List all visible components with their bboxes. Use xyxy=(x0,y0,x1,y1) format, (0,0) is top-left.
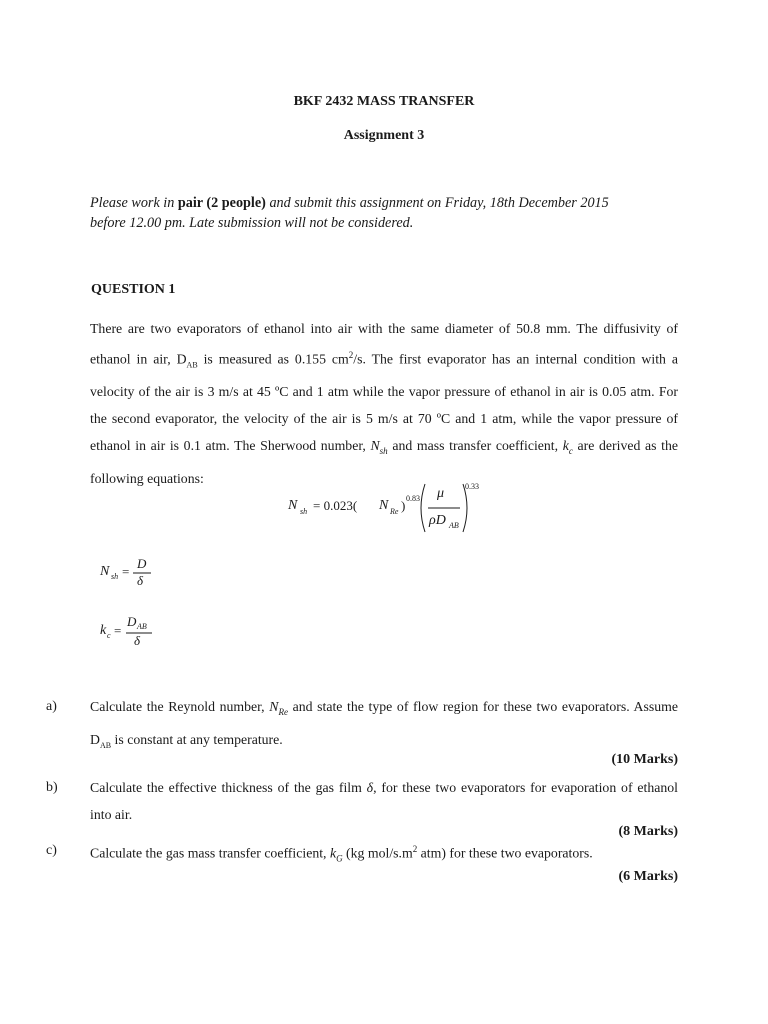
eq-coefficient: = 0.023( xyxy=(313,498,358,513)
superscript: 2 xyxy=(412,844,418,854)
eq-variable: k xyxy=(100,623,107,638)
eq-numerator: D xyxy=(137,556,147,571)
item-letter: b) xyxy=(46,780,58,795)
item-text: and state the type of flow region for these two evaporators. Assume D xyxy=(90,699,678,747)
marks-label: (8 Marks) xyxy=(618,824,678,839)
eq-equals: = xyxy=(122,564,130,579)
sub-question-b xyxy=(90,774,678,828)
subscript: G xyxy=(336,853,343,864)
item-letter: c) xyxy=(46,843,57,858)
eq-subscript: sh xyxy=(111,572,119,581)
item-text: is constant at any temperature. xyxy=(111,731,283,747)
variable: k xyxy=(562,438,569,454)
sherwood-equation xyxy=(285,480,505,540)
eq-subscript: AB xyxy=(137,622,147,631)
instruction-text: before 12.00 pm. Late submission will not be considered. xyxy=(90,215,414,231)
eq-subscript: sh xyxy=(300,507,308,516)
item-text: Calculate the effective thickness of the gas film xyxy=(90,780,367,795)
eq-exponent: 0.33 xyxy=(465,482,479,491)
marks-label: (10 Marks) xyxy=(611,752,678,767)
subscript: c xyxy=(568,446,573,457)
paragraph-text: is measured as 0.155 cm xyxy=(197,351,349,367)
variable: δ xyxy=(366,780,374,795)
item-text: Calculate the gas mass transfer coefficient, xyxy=(90,845,330,861)
document-title: BKF 2432 MASS TRANSFER xyxy=(293,94,475,109)
eq-subscript: Re xyxy=(390,507,399,516)
eq-denominator: δ xyxy=(134,633,141,648)
paragraph-text: There are two evaporators of ethanol into air with the same diameter of 50.8 mm. The diffusivity of ethanol in air, D xyxy=(90,321,678,367)
item-text: (kg mol/s.m xyxy=(342,845,413,861)
paragraph-text: and mass transfer coefficient, xyxy=(387,438,563,454)
instruction-emphasis: pair (2 people) xyxy=(177,195,266,211)
eq-numerator: μ xyxy=(437,486,445,501)
submission-instruction xyxy=(90,193,678,233)
nsh-equation xyxy=(100,556,170,590)
sub-question-a xyxy=(90,693,678,759)
item-letter: a) xyxy=(46,699,57,714)
eq-equals: = xyxy=(114,623,122,638)
paragraph-text: are derived as the following equations: xyxy=(90,438,678,487)
item-text: atm) for these two evaporators. xyxy=(417,845,593,861)
paragraph-text: /s. The first evaporator has an internal condition with a velocity of the air is 3 m/s at 45 ºC and 1 atm while the vapor pressure of ethanol in air is 0.05 atm. For the second evaporator, the velocity of the air is 5 m/s at 70 ºC and 1 atm, while the vapor pressure of ethanol in air is 0.1 atm. The Sherwood number, xyxy=(90,351,678,454)
eq-denominator: ρD xyxy=(429,513,446,528)
eq-subscript: AB xyxy=(449,521,459,530)
subscript: AB xyxy=(99,740,112,750)
instruction-text: and submit this assignment on Friday, 18th December 2015 xyxy=(265,195,609,211)
variable: N xyxy=(370,438,380,454)
item-text: , for these two evaporators for evaporation of ethanol into air. xyxy=(90,780,678,822)
eq-variable: N xyxy=(379,498,389,513)
item-text: Calculate the Reynold number, xyxy=(90,699,270,714)
kc-equation xyxy=(100,614,170,650)
question-paragraph xyxy=(90,315,678,492)
variable: k xyxy=(329,845,337,861)
eq-variable: N xyxy=(288,498,298,513)
eq-subscript: c xyxy=(107,631,111,640)
instruction-text: Please work in xyxy=(90,195,178,211)
marks-label: (6 Marks) xyxy=(618,869,678,884)
superscript: 2 xyxy=(348,350,354,360)
eq-variable: N xyxy=(100,564,110,579)
eq-exponent: 0.83 xyxy=(406,494,420,503)
assignment-subtitle: Assignment 3 xyxy=(343,128,425,143)
sub-question-c xyxy=(90,836,678,872)
subscript: Re xyxy=(278,706,288,717)
variable: N xyxy=(269,699,279,714)
question-heading: QUESTION 1 xyxy=(91,282,176,297)
subscript: sh xyxy=(379,446,388,457)
subscript: AB xyxy=(186,360,198,370)
eq-paren: ) xyxy=(401,498,406,513)
eq-numerator: D xyxy=(127,614,137,629)
eq-denominator: δ xyxy=(137,573,144,588)
